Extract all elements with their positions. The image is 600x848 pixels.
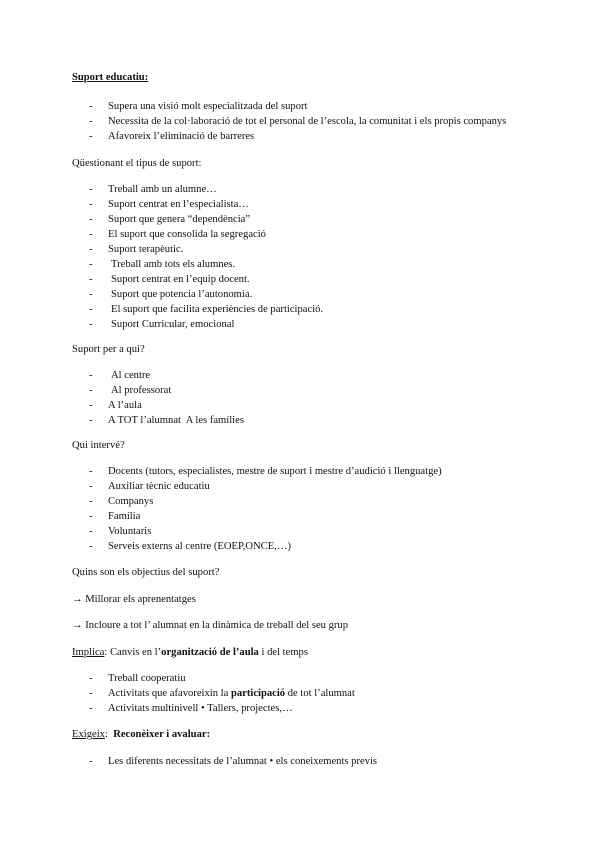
list-item-text: Suport centrat en l’equip docent. xyxy=(111,274,250,285)
list-item-text: A l’aula xyxy=(108,400,142,411)
bullet-dash: - xyxy=(89,400,93,411)
list-item-text: El suport que consolida la segregació xyxy=(108,229,266,240)
bullet-dash: - xyxy=(89,289,93,300)
bullet-dash: - xyxy=(89,274,93,285)
bullet-dash: - xyxy=(89,496,93,507)
bullet-dash: - xyxy=(89,229,93,240)
list-item-text: Família xyxy=(108,511,141,522)
exigeix-sep: : xyxy=(104,729,114,740)
bullet-dash: - xyxy=(89,756,93,767)
objective-line xyxy=(72,593,196,608)
implica-label: Implica xyxy=(72,647,105,658)
list-item-text-post: de tot l’alumnat xyxy=(285,688,355,699)
bullet-dash: - xyxy=(89,214,93,225)
bullet-dash: - xyxy=(89,511,93,522)
bullet-dash: - xyxy=(89,688,93,699)
question-heading: Qüestionant el tipus de suport: xyxy=(72,158,202,169)
list-item-text: Suport centrat en l’especialista… xyxy=(108,199,249,210)
list-item-text: Suport que potencia l’autonomia. xyxy=(111,289,253,300)
bullet-dash: - xyxy=(89,370,93,381)
implica-bold: organització de l’aula xyxy=(161,647,259,658)
list-item-text: Suport Curricular, emocional xyxy=(111,319,235,330)
bullet-dash: - xyxy=(89,673,93,684)
exigeix-label: Exigeix xyxy=(72,729,105,740)
bullet-dash: - xyxy=(89,703,93,714)
list-item-text: Auxiliar tècnic educatiu xyxy=(108,481,210,492)
list-item-text-pre: Activitats que afavoreixin la xyxy=(108,688,231,699)
list-item-text xyxy=(108,687,355,702)
bullet-dash: - xyxy=(89,131,93,142)
bullet-dash: - xyxy=(89,526,93,537)
list-item-text: Serveis externs al centre (EOEP,ONCE,…) xyxy=(108,541,291,552)
exigeix-line xyxy=(72,728,210,743)
bullet-dash: - xyxy=(89,385,93,396)
list-item-text: Companys xyxy=(108,496,154,507)
list-item-text: Les diferents necessitats de l’alumnat • els coneixements previs xyxy=(108,756,378,767)
bullet-dash: - xyxy=(89,319,93,330)
objective-line xyxy=(72,619,348,634)
section-heading: Suport educatiu: xyxy=(72,72,149,83)
arrow-right-icon: → xyxy=(72,620,83,631)
list-item-text: Al centre xyxy=(111,370,151,381)
list-item-text: Treball amb tots els alumnes. xyxy=(111,259,236,270)
implica-text: : Canvis en l’ xyxy=(104,647,162,658)
bullet-dash: - xyxy=(89,415,93,426)
bullet-dash: - xyxy=(89,481,93,492)
bullet-dash: - xyxy=(89,184,93,195)
list-item-text: El suport que facilita experiències de participació. xyxy=(111,304,324,315)
bullet-dash: - xyxy=(89,304,93,315)
question-heading: Suport per a qui? xyxy=(72,344,145,355)
list-item-text: Treball amb un alumne… xyxy=(108,184,217,195)
list-item-text: Suport que genera “dependència” xyxy=(108,214,251,225)
list-item-text: Docents (tutors, especialistes, mestre de suport i mestre d’audició i llenguatge) xyxy=(108,466,442,477)
list-item-text: Activitats multinivell • Tallers, projectes,… xyxy=(108,703,293,714)
bullet-dash: - xyxy=(89,199,93,210)
list-item-text: Voluntaris xyxy=(108,526,152,537)
list-item-text: Supera una visió molt especialitzada del suport xyxy=(108,101,308,112)
list-item-text: Suport terapèutic. xyxy=(108,244,184,255)
implica-line xyxy=(72,646,308,661)
objective-text: Incloure a tot l’ alumnat en la dinàmica de treball del seu grup xyxy=(85,620,349,631)
question-heading: Quins son els objectius del suport? xyxy=(72,567,220,578)
implica-text-end: i del temps xyxy=(258,647,308,658)
list-item-text: A TOT l’alumnat A les famílies xyxy=(108,415,244,426)
list-item-bold: participació xyxy=(230,688,286,699)
bullet-dash: - xyxy=(89,466,93,477)
objective-text: Millorar els aprenentatges xyxy=(85,594,196,605)
bullet-dash: - xyxy=(89,259,93,270)
list-item-text: Treball cooperatiu xyxy=(108,673,186,684)
bullet-dash: - xyxy=(89,101,93,112)
bullet-dash: - xyxy=(89,541,93,552)
list-item-text: Al professorat xyxy=(111,385,172,396)
arrow-right-icon: → xyxy=(72,594,83,605)
list-item-text: Afavoreix l’eliminació de barreres xyxy=(108,131,255,142)
bullet-dash: - xyxy=(89,244,93,255)
question-heading: Qui intervé? xyxy=(72,440,125,451)
exigeix-bold: Reconèixer i avaluar: xyxy=(113,729,211,740)
bullet-dash: - xyxy=(89,116,93,127)
list-item-text: Necessita de la col·laboració de tot el personal de l’escola, la comunitat i els propis companys xyxy=(108,116,507,127)
